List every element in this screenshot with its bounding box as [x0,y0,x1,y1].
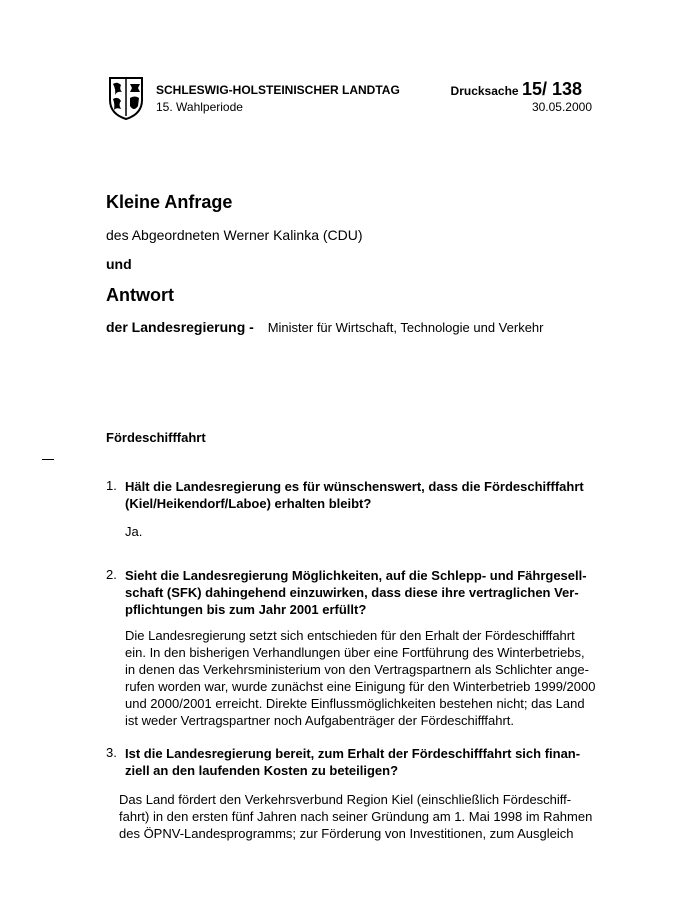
answer-2 [125,627,595,729]
coat-of-arms-icon [108,76,144,120]
question-3 [125,745,595,779]
drucksache-number: 15/ 138 [521,79,582,99]
answer-line: fahrt) in den ersten fünf Jahren nach seiner Gründung am 1. Mai 1998 im Rahmen [119,809,593,824]
answer-line: in denen das Verkehrsministerium von den Vertragspartnern als Schlichter ange- [125,662,589,677]
questioner: des Abgeordneten Werner Kalinka (CDU) [106,227,363,243]
answer-line: rufen worden war, wurde zunächst eine Einigung für den Winterbetrieb 1999/2000 [125,679,596,694]
drucksache-label: Drucksache [450,84,519,98]
respondent [106,319,543,335]
document-date: 30.05.2000 [531,100,592,114]
question-1 [125,478,595,512]
question-line: (Kiel/Heikendorf/Laboe) erhalten bleibt? [125,496,372,511]
question-line: Ist die Landesregierung bereit, zum Erhalt der Fördeschifffahrt sich finan- [125,746,581,761]
heading-antwort: Antwort [106,285,174,305]
und-label: und [106,256,132,272]
answer-1 [125,523,142,540]
question-line: pflichtungen bis zum Jahr 2001 erfüllt? [125,602,367,617]
question-line: schaft (SFK) dahingehend einzuwirken, dass diese ihre vertraglichen Ver- [125,585,579,600]
question-line: Sieht die Landesregierung Möglichkeiten, auf die Schlepp- und Fährgesell- [125,568,587,583]
answer-line: und 2000/2001 erreicht. Direkte Einflussmöglichkeiten bestehen nicht; das Land [125,696,585,711]
topic-heading: Fördeschifffahrt [106,430,206,445]
margin-mark [42,459,54,460]
answer-3 [119,791,599,842]
question-line: Hält die Landesregierung es für wünschenswert, dass die Fördeschifffahrt [125,479,584,494]
ministry: Minister für Wirtschaft, Technologie und Verkehr [267,320,544,335]
question-number: 1. [106,478,117,493]
drucksache [451,79,582,100]
question-number: 3. [106,745,117,760]
answer-line: ist weder Vertragspartner noch Aufgabenträger der Fördeschifffahrt. [125,713,515,728]
landtag-name: SCHLESWIG-HOLSTEINISCHER LANDTAG [156,83,400,97]
heading-kleine-anfrage: Kleine Anfrage [106,192,233,212]
answer-line: Ja. [125,524,143,539]
answer-line: des ÖPNV-Landesprogramms; zur Förderung von Investitionen, zum Ausgleich [119,826,574,841]
landesregierung-label: der Landesregierung - [106,319,254,335]
question-line: ziell an den laufenden Kosten zu beteiligen? [125,763,399,778]
question-2 [125,567,595,618]
answer-line: ein. In den bisherigen Verhandlungen über eine Fortführung des Winterbetriebs, [125,645,585,660]
wahlperiode: 15. Wahlperiode [156,100,243,114]
question-number: 2. [106,567,117,582]
answer-line: Die Landesregierung setzt sich entschieden für den Erhalt der Fördeschifffahrt [125,628,575,643]
answer-line: Das Land fördert den Verkehrsverbund Region Kiel (einschließlich Fördeschiff- [119,792,572,807]
